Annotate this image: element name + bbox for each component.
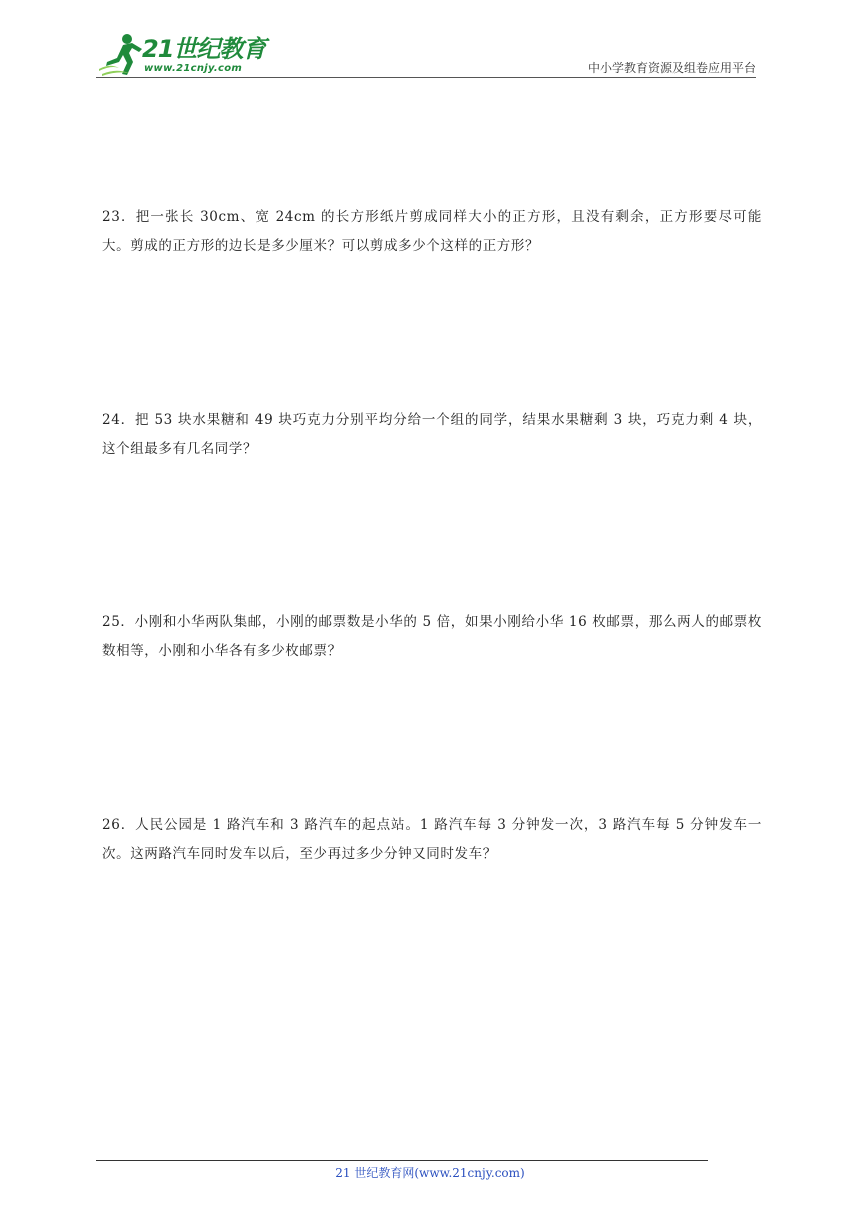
- question-24: 24．把 53 块水果糖和 49 块巧克力分别平均分给一个组的同学，结果水果糖剩 3 块，巧克力剩 4 块，这个组最多有几名同学？: [102, 412, 762, 457]
- header-divider: [96, 77, 756, 78]
- logo-title: 21世纪教育: [142, 35, 266, 63]
- footer-divider: [96, 1160, 708, 1161]
- logo-url: www.21cnjy.com: [144, 63, 243, 74]
- question-25: 25．小刚和小华两队集邮，小刚的邮票数是小华的 5 倍，如果小刚给小华 16 枚邮票，那么两人的邮票枚数相等，小刚和小华各有多少枚邮票？: [102, 614, 762, 659]
- question-26: 26．人民公园是 1 路汽车和 3 路汽车的起点站。1 路汽车每 3 分钟发一次，3 路汽车每 5 分钟发车一次。这两路汽车同时发车以后，至少再过多少分钟又同时发车？: [102, 817, 762, 862]
- site-logo: [96, 32, 266, 78]
- footer-site-link[interactable]: 21 世纪教育网(www.21cnjy.com): [335, 1166, 525, 1180]
- running-figure-logo-icon: [96, 32, 148, 76]
- question-23: 23．把一张长 30cm、宽 24cm 的长方形纸片剪成同样大小的正方形，且没有剩余，正方形要尽可能大。剪成的正方形的边长是多少厘米？可以剪成多少个这样的正方形？: [102, 209, 762, 254]
- header-platform-text: 中小学教育资源及组卷应用平台: [587, 61, 756, 75]
- page-header: [96, 30, 756, 80]
